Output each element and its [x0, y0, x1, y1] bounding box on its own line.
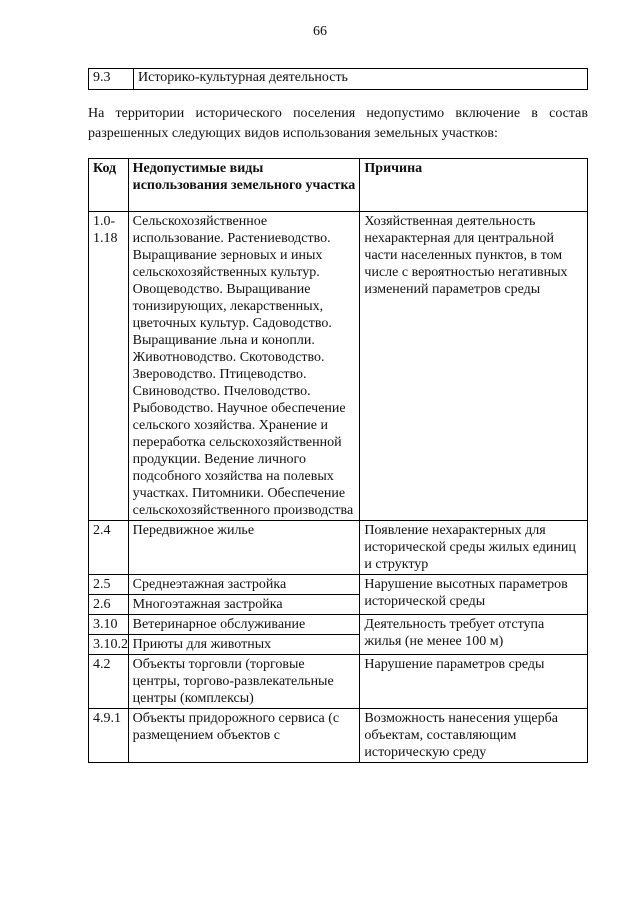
row-use: Сельскохозяйственное использование. Растениеводство. Выращивание зерновых и иных сельскохозяйственных культур. Овощеводство. Выращивание тонизирующих, лекарственных, цветочных культур. Садоводство. Выращивание льна и конопли. Животноводство. Скотоводство. Звероводство. Птицеводство. Свиноводство. Пчеловодство. Рыбоводство. Научное обеспечение сельского хозяйства. Хранение и переработка сельскохозяйственной продукции. Ведение личного подсобного хозяйства на полевых участках. Питомники. Обеспечение сельскохозяйственного производства: [128, 212, 360, 521]
row-reason: Появление нехарактерных для исторической среды жилых единиц и структур: [360, 521, 588, 575]
row-code: 2.5: [89, 575, 129, 595]
row-reason: Нарушение высотных параметров исторической среды: [360, 575, 588, 615]
row-use: Передвижное жилье: [128, 521, 360, 575]
row-code: 1.0- 1.18: [89, 212, 129, 521]
row-use: Объекты придорожного сервиса (с размещением объектов с: [128, 709, 360, 763]
section-code: 9.3: [89, 69, 134, 90]
row-reason: Деятельность требует отступа жилья (не менее 100 м): [360, 615, 588, 655]
row-code: 2.4: [89, 521, 129, 575]
row-use: Объекты торговли (торговые центры, торгово-развлекательные центры (комплексы): [128, 655, 360, 709]
row-code: 4.9.1: [89, 709, 129, 763]
table-row: [89, 212, 588, 521]
table-row: [89, 655, 588, 709]
table-row: [89, 521, 588, 575]
intro-paragraph: На территории исторического поселения недопустимо включение в состав разрешенных следующих видов использования земельных участков:: [88, 106, 588, 141]
table-row: [89, 575, 588, 595]
row-use: Многоэтажная застройка: [128, 595, 360, 615]
row-code: 2.6: [89, 595, 129, 615]
row-use: Приюты для животных: [128, 635, 360, 655]
row-code: 3.10.2: [89, 635, 129, 655]
row-use: Ветеринарное обслуживание: [128, 615, 360, 635]
row-reason: Нарушение параметров среды: [360, 655, 588, 709]
table-row: [89, 615, 588, 635]
row-code: 3.10: [89, 615, 129, 635]
header-use: Недопустимые виды использования земельного участка: [128, 159, 360, 212]
page-number: 66: [313, 24, 327, 39]
header-reason: Причина: [360, 159, 588, 212]
header-code: Код: [89, 159, 129, 212]
section-title: Историко-культурная деятельность: [134, 69, 588, 90]
row-code: 4.2: [89, 655, 129, 709]
row-reason: Возможность нанесения ущерба объектам, составляющим историческую среду: [360, 709, 588, 763]
table-header-row: [89, 159, 588, 212]
row-reason: Хозяйственная деятельность нехарактерная для центральной части населенных пунктов, в том числе с вероятностью негативных изменений параметров среды: [360, 212, 588, 521]
row-use: Среднеэтажная застройка: [128, 575, 360, 595]
prohibited-uses-table: [88, 158, 588, 763]
section-heading-table: [88, 68, 588, 90]
table-row: [89, 709, 588, 763]
